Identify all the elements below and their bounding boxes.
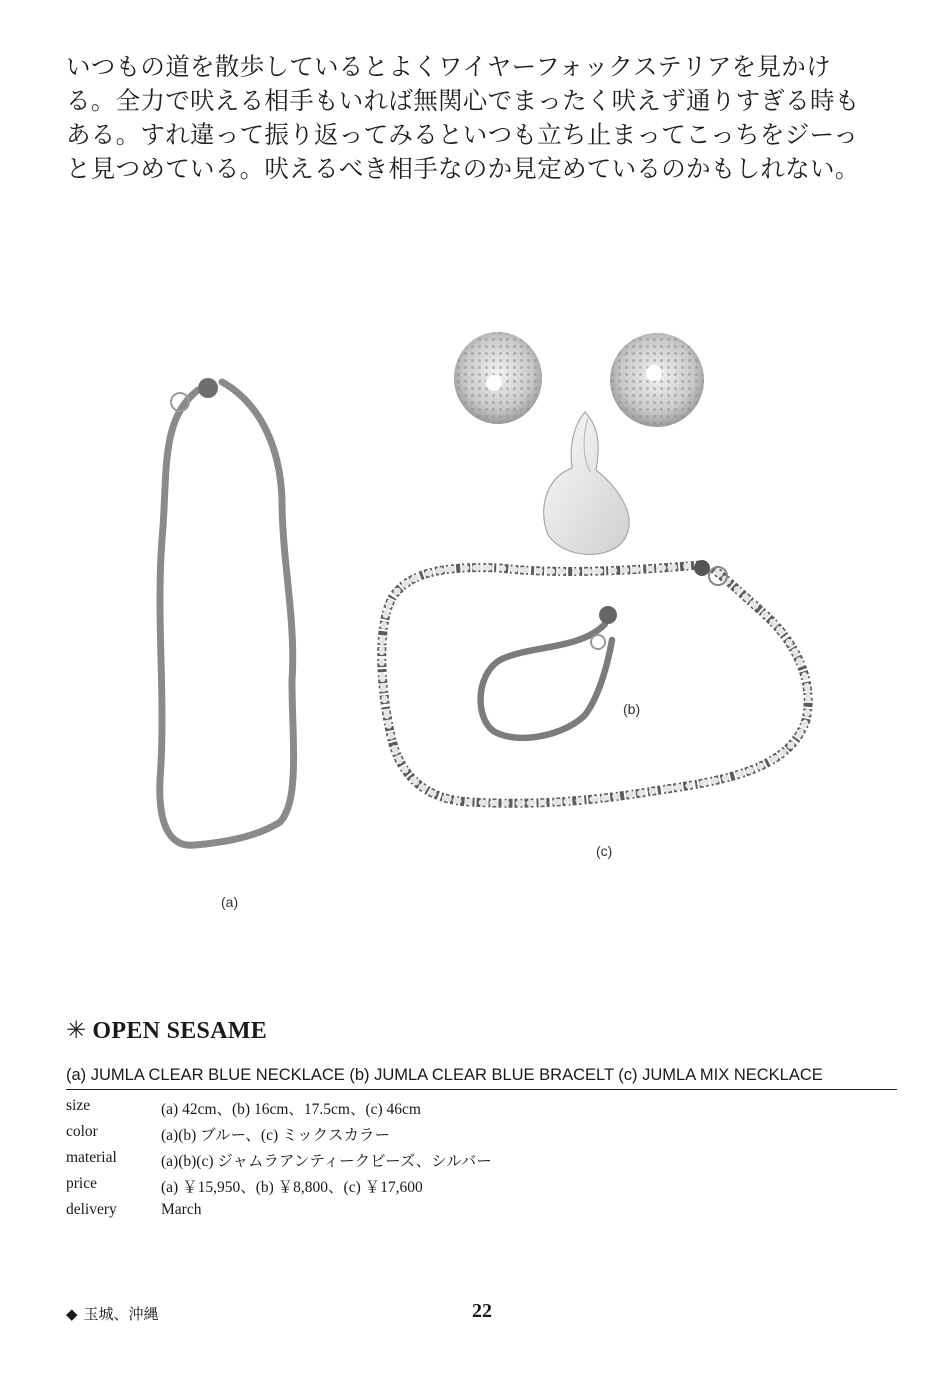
spec-value: March — [161, 1201, 202, 1218]
brand-name: OPEN SESAME — [92, 1018, 268, 1044]
product-photo — [0, 300, 946, 940]
diamond-icon: ◆ — [66, 1305, 78, 1323]
caption-a: (a) — [221, 894, 239, 910]
intro-line: ある。すれ違って振り返ってみるといつも立ち止まってこっちをジーっ — [66, 120, 859, 149]
spec-value: (a) ￥15,950、(b) ￥8,800、(c) ￥17,600 — [161, 1179, 423, 1196]
spec-value: (a) 42cm、(b) 16cm、17.5cm、(c) 46cm — [161, 1101, 421, 1118]
asterisk-icon: ✳ — [66, 1016, 87, 1044]
sea-urchin-left — [454, 332, 542, 424]
spec-value: (a)(b) ブルー、(c) ミックスカラー — [161, 1127, 391, 1144]
sea-urchin-right — [610, 333, 704, 427]
bracelet-b — [481, 606, 617, 738]
intro-line: と見つめている。吠えるべき相手なのか見定めているのかもしれない。 — [66, 154, 860, 183]
intro-line: る。全力で吠える相手もいれば無関心でまったく吠えず通りすぎる時も — [66, 86, 860, 115]
page-number: 22 — [472, 1300, 492, 1322]
spec-label: delivery — [66, 1201, 117, 1218]
spec-row-price — [66, 1175, 492, 1201]
jewelry-illustration — [0, 300, 946, 940]
spec-row-color — [66, 1123, 492, 1149]
footer-location — [66, 1303, 159, 1324]
product-names: (a) JUMLA CLEAR BLUE NECKLACE (b) JUMLA CLEAR BLUE BRACELT (c) JUMLA MIX NECKLACE — [66, 1066, 897, 1090]
spec-row-material — [66, 1149, 492, 1175]
location-text: 玉城、沖縄 — [83, 1305, 159, 1323]
necklace-a — [160, 378, 294, 845]
spec-label: size — [66, 1097, 91, 1114]
shell — [544, 412, 629, 554]
spec-label: color — [66, 1123, 98, 1140]
necklace-c — [382, 560, 808, 803]
spec-label: material — [66, 1149, 117, 1166]
intro-line: いつもの道を散歩しているとよくワイヤーフォックステリアを見かけ — [66, 52, 831, 81]
intro-paragraph — [66, 50, 906, 186]
brand-heading — [66, 1016, 267, 1045]
spec-table — [66, 1097, 492, 1227]
spec-row-delivery — [66, 1201, 492, 1227]
spec-row-size — [66, 1097, 492, 1123]
caption-c: (c) — [596, 843, 613, 859]
spec-label: price — [66, 1175, 97, 1192]
caption-b: (b) — [623, 701, 641, 717]
spec-value: (a)(b)(c) ジャムラアンティークビーズ、シルバー — [161, 1153, 492, 1170]
